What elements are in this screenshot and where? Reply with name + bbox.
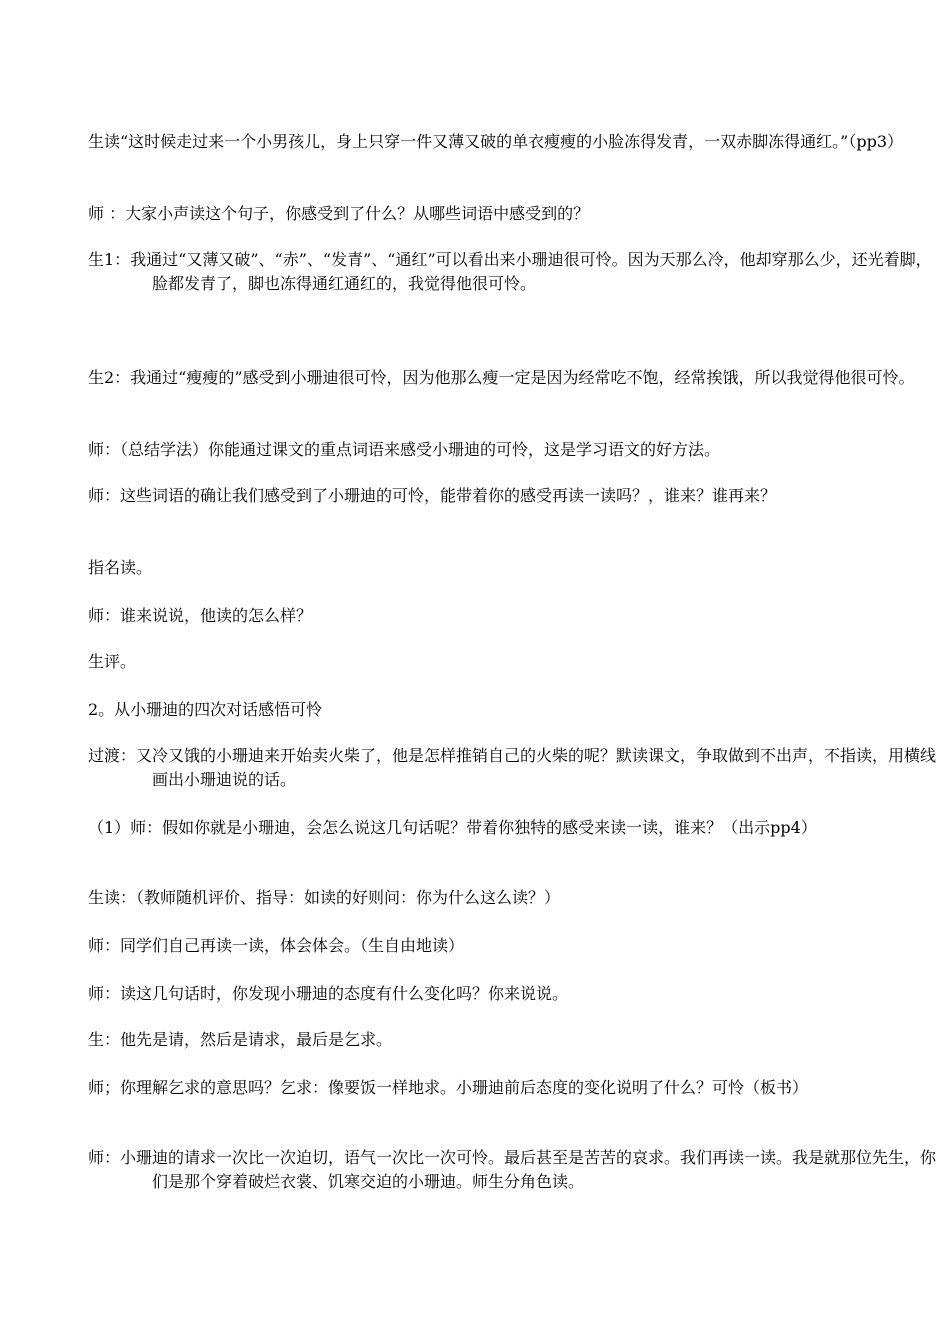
paragraph-11: （1）师：假如你就是小珊迪，会怎么说这几句话呢？带着你独特的感受来读一读，谁来？（出示pp4） — [88, 818, 817, 837]
paragraph-16: 师；你理解乞求的意思吗？乞求：像要饭一样地求。小珊迪前后态度的变化说明了什么？可怜（板书） — [88, 1078, 809, 1097]
section-heading: 2。从小珊迪的四次对话感悟可怜 — [88, 700, 323, 719]
paragraph-4: 生2：我通过“瘦瘦的”感受到小珊迪很可怜，因为他那么瘦一定是因为经常吃不饱，经常挨饿，所以我觉得他很可怜。 — [88, 368, 915, 387]
paragraph-17: 师：小珊迪的请求一次比一次迫切，语气一次比一次可怜。最后甚至是苦苦的哀求。我们再读一读。我是就那位先生，你们是那个穿着破烂衣裳、饥寒交迫的小珊迪。师生分角色读。 — [88, 1148, 937, 1191]
paragraph-7: 指名读。 — [88, 558, 153, 577]
paragraph-8: 师：谁来说说，他读的怎么样？ — [88, 606, 313, 625]
paragraph-3: 生1：我通过“又薄又破”、“赤”、“发青”、“通红”可以看出来小珊迪很可怜。因为天那么冷，他却穿那么少，还光着脚，脸都发青了，脚也冻得通红通红的，我觉得他很可怜。 — [88, 250, 932, 293]
paragraph-2: 师 ：大家小声读这个句子，你感受到了什么？从哪些词语中感受到的？ — [88, 204, 590, 223]
paragraph-12: 生读：（教师随机评价、指导：如读的好则问：你为什么这么读？） — [88, 888, 561, 907]
paragraph-1: 生读“这时候走过来一个小男孩儿，身上只穿一件又薄又破的单衣瘦瘦的小脸冻得发青，一双赤脚冻得通红。”（pp3） — [88, 132, 904, 151]
paragraph-10: 过渡：又冷又饿的小珊迪来开始卖火柴了，他是怎样推销自己的火柴的呢？默读课文，争取做到不出声，不指读，用横线画出小珊迪说的话。 — [88, 746, 937, 789]
paragraph-5: 师：（总结学法）你能通过课文的重点词语来感受小珊迪的可怜，这是学习语文的好方法。 — [88, 440, 721, 459]
paragraph-15: 生：他先是请，然后是请求，最后是乞求。 — [88, 1030, 393, 1049]
paragraph-14: 师：读这几句话时，你发现小珊迪的态度有什么变化吗？你来说说。 — [88, 984, 569, 1003]
paragraph-13: 师：同学们自己再读一读，体会体会。（生自由地读） — [88, 936, 465, 955]
paragraph-9: 生评。 — [88, 652, 137, 671]
paragraph-6: 师：这些词语的确让我们感受到了小珊迪的可怜，能带着你的感受再读一读吗？，谁来？谁再来？ — [88, 486, 777, 505]
